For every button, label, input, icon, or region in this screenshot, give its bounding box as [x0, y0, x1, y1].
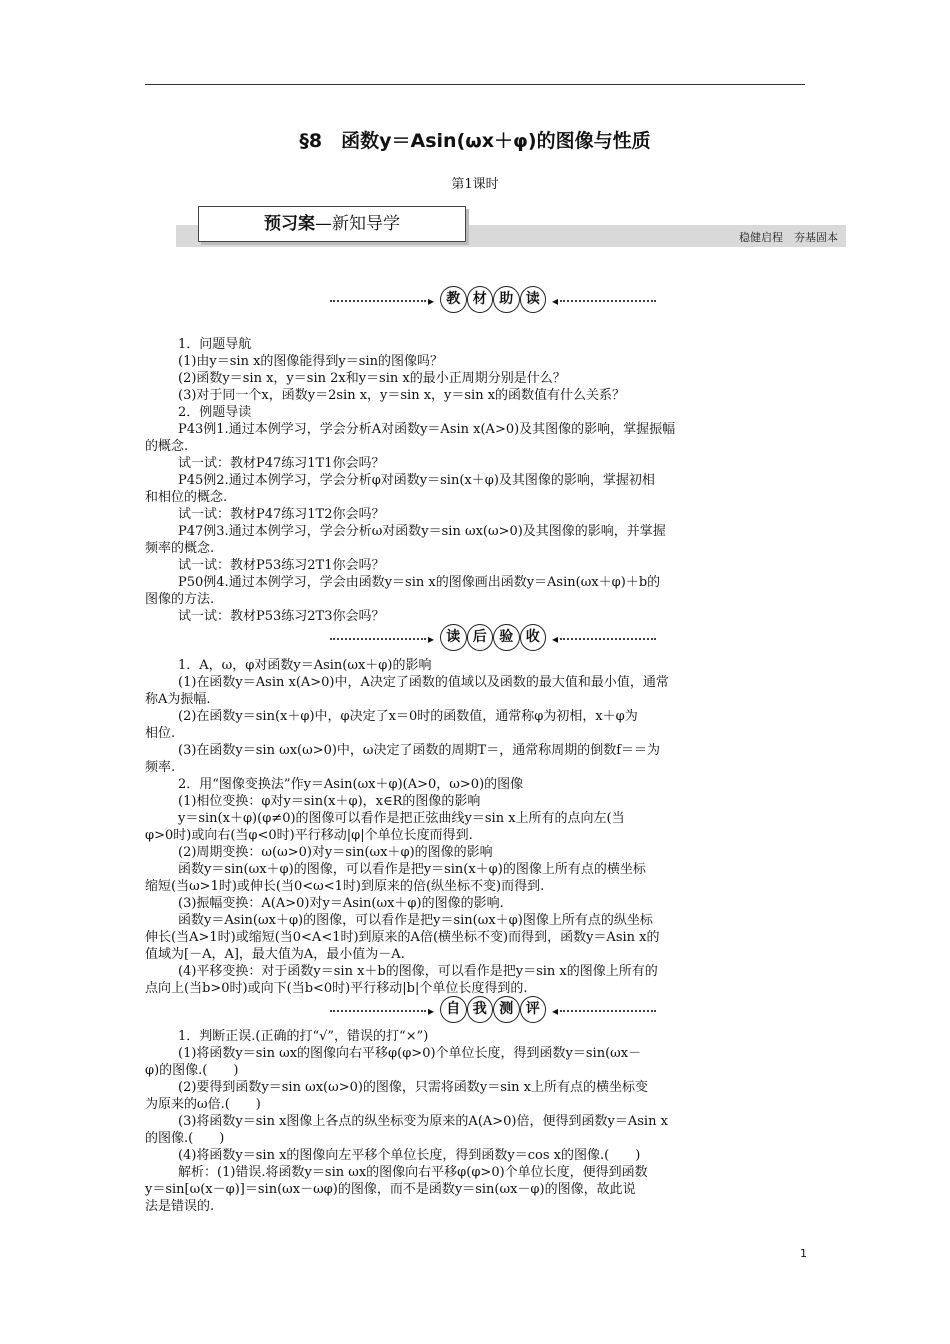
circle-char: 评 [520, 996, 547, 1023]
section-3-content [145, 1028, 807, 1215]
text-line: 试一试：教材P53练习2T3你会吗？ [178, 609, 385, 624]
text-line: φ>0时)或向右(当φ<0时)平行移动|φ|个单位长度而得到. [145, 828, 473, 843]
dotted-line-right [560, 300, 656, 302]
circle-char: 材 [467, 286, 494, 313]
text-line: (1)在函数y＝Asin x(A>0)中，A决定了函数的值域以及函数的最大值和最小值，通常 [178, 675, 669, 690]
text-line: 图像的方法. [145, 592, 215, 607]
text-line: (3)对于同一个x，函数y＝2sin x，y＝sin x，y＝sin x的函数值有什么关系？ [178, 388, 626, 403]
circle-char: 教 [440, 286, 467, 313]
text-line: 点向上(当b>0时)或向下(当b<0时)平行移动|b|个单位长度得到的. [145, 981, 528, 996]
text-line: 函数y＝sin(ωx＋φ)的图像，可以看作是把y＝sin(x＋φ)的图像上所有点的横坐标 [178, 862, 646, 877]
text-line: (2)在函数y＝sin(x＋φ)中，φ决定了x＝0时的函数值，通常称φ为初相，x＋φ为 [178, 709, 638, 724]
arrow-left-icon: ◂ [551, 1004, 558, 1018]
band-tagline: 稳健启程 夯基固本 [739, 231, 838, 244]
section-1-content [145, 336, 807, 625]
text-line: (1)将函数y＝sin ωx的图像向右平移φ(φ>0)个单位长度，得到函数y＝sin(ωx－ [178, 1046, 642, 1061]
section-header-self-test [330, 996, 656, 1026]
circle-char: 读 [520, 286, 547, 313]
preview-box-label [198, 206, 466, 242]
text-line: 函数y＝Asin(ωx＋φ)的图像，可以看作是把y＝sin(ωx＋φ)图像上所有点的纵坐标 [178, 913, 653, 928]
text-line: P45例2.通过本例学习，学会分析φ对函数y＝sin(x＋φ)及其图像的影响，掌握初相 [178, 473, 655, 488]
text-line: (3)振幅变换：A(A>0)对y＝Asin(ωx＋φ)的图像的影响. [178, 896, 504, 911]
section-2-content [145, 657, 807, 997]
text-line: 1．A，ω，φ对函数y＝Asin(ωx＋φ)的影响 [178, 658, 432, 673]
dotted-line-left [330, 638, 426, 640]
text-line: 试一试：教材P47练习1T1你会吗？ [178, 456, 385, 471]
arrow-right-icon: ▸ [428, 294, 435, 308]
text-line: (1)由y＝sin x的图像能得到y＝sin的图像吗？ [178, 354, 443, 369]
text-line: 伸长(当A>1时)或缩短(当0<A<1时)到原来的A倍(横坐标不变)而得到，函数y＝Asin x的 [145, 930, 660, 945]
text-line: (2)函数y＝sin x，y＝sin 2x和y＝sin x的最小正周期分别是什么？ [178, 371, 566, 386]
text-line: 和相位的概念. [145, 490, 228, 505]
text-line: 2．用“图像变换法”作y＝Asin(ωx＋φ)(A>0，ω>0)的图像 [178, 777, 524, 792]
circle-char: 自 [440, 996, 467, 1023]
text-line: (2)要得到函数y＝sin ωx(ω>0)的图像，只需将函数y＝sin x上所有点的横坐标变 [178, 1080, 648, 1095]
dotted-line-right [560, 638, 656, 640]
text-line: 值域为[－A，A]，最大值为A，最小值为－A. [145, 947, 405, 962]
circle-char: 验 [493, 624, 520, 651]
text-line: 为原来的ω倍.( ) [145, 1097, 261, 1112]
text-line: P47例3.通过本例学习，学会分析ω对函数y＝sin ωx(ω>0)及其图像的影响，并掌握 [178, 524, 666, 539]
circle-char: 收 [520, 624, 547, 651]
text-line: 缩短(当ω>1时)或伸长(当0<ω<1时)到原来的倍(纵坐标不变)而得到. [145, 879, 545, 894]
text-line: P50例4.通过本例学习，学会由函数y＝sin x的图像画出函数y＝Asin(ωx＋φ)＋b的 [178, 575, 661, 590]
section-header-post-reading-check [330, 624, 656, 654]
circle-char: 读 [440, 624, 467, 651]
circle-char: 后 [467, 624, 494, 651]
text-line: φ)的图像.( ) [145, 1063, 239, 1078]
text-line: (4)将函数y＝sin x的图像向左平移个单位长度，得到函数y＝cos x的图像.( ) [178, 1148, 641, 1163]
text-line: 频率. [145, 760, 176, 775]
arrow-left-icon: ◂ [551, 632, 558, 646]
page-number: 1 [800, 1247, 807, 1260]
text-line: (1)相位变换：φ对y＝sin(x＋φ)，x∈R的图像的影响 [178, 794, 481, 809]
text-line: P43例1.通过本例学习，学会分析A对函数y＝Asin x(A>0)及其图像的影响，掌握振幅 [178, 422, 676, 437]
arrow-right-icon: ▸ [428, 1004, 435, 1018]
circle-char: 我 [467, 996, 494, 1023]
text-line: y＝sin(x＋φ)(φ≠0)的图像可以看作是把正弦曲线y＝sin x上所有的点向左(当 [178, 811, 625, 826]
dotted-line-left [330, 1010, 426, 1012]
circle-char: 测 [493, 996, 520, 1023]
circle-char: 助 [493, 286, 520, 313]
text-line: 法是错误的. [145, 1199, 215, 1214]
box-label-rest: —新知导学 [315, 214, 400, 234]
arrow-left-icon: ◂ [551, 294, 558, 308]
text-line: 称A为振幅. [145, 692, 211, 707]
text-line: 频率的概念. [145, 541, 215, 556]
text-line: 相位. [145, 726, 176, 741]
text-line: 2．例题导读 [178, 405, 252, 420]
top-rule [145, 84, 805, 85]
page-title: §8 函数y＝Asin(ωx＋φ)的图像与性质 [299, 130, 651, 152]
section-header-textbook-guide [330, 286, 656, 316]
text-line: (4)平移变换：对于函数y＝sin x＋b的图像，可以看作是把y＝sin x的图像上所有的 [178, 964, 658, 979]
text-line: 的概念. [145, 439, 189, 454]
text-line: 1．判断正误.(正确的打“√”，错误的打“×”) [178, 1029, 429, 1044]
text-line: (3)将函数y＝sin x图像上各点的纵坐标变为原来的A(A>0)倍，便得到函数y＝Asin x [178, 1114, 668, 1129]
text-line: 试一试：教材P47练习1T2你会吗？ [178, 507, 385, 522]
arrow-right-icon: ▸ [428, 632, 435, 646]
text-line: 试一试：教材P53练习2T1你会吗？ [178, 558, 385, 573]
text-line: (3)在函数y＝sin ωx(ω>0)中，ω决定了函数的周期T＝，通常称周期的倒数f＝＝为 [178, 743, 661, 758]
box-label-bold: 预习案 [264, 214, 315, 234]
lesson-subtitle: 第1课时 [451, 177, 499, 192]
text-line: y＝sin[ω(x－φ)]＝sin(ωx－ωφ)的图像，而不是函数y＝sin(ωx－φ)的图像，故此说 [145, 1182, 636, 1197]
dotted-line-left [330, 300, 426, 302]
text-line: 的图像.( ) [145, 1131, 225, 1146]
text-line: (2)周期变换：ω(ω>0)对y＝sin(ωx＋φ)的图像的影响 [178, 845, 493, 860]
text-line: 1．问题导航 [178, 337, 252, 352]
text-line: 解析：(1)错误.将函数y＝sin ωx的图像向右平移φ(φ>0)个单位长度，便得到函数 [178, 1165, 648, 1180]
dotted-line-right [560, 1010, 656, 1012]
